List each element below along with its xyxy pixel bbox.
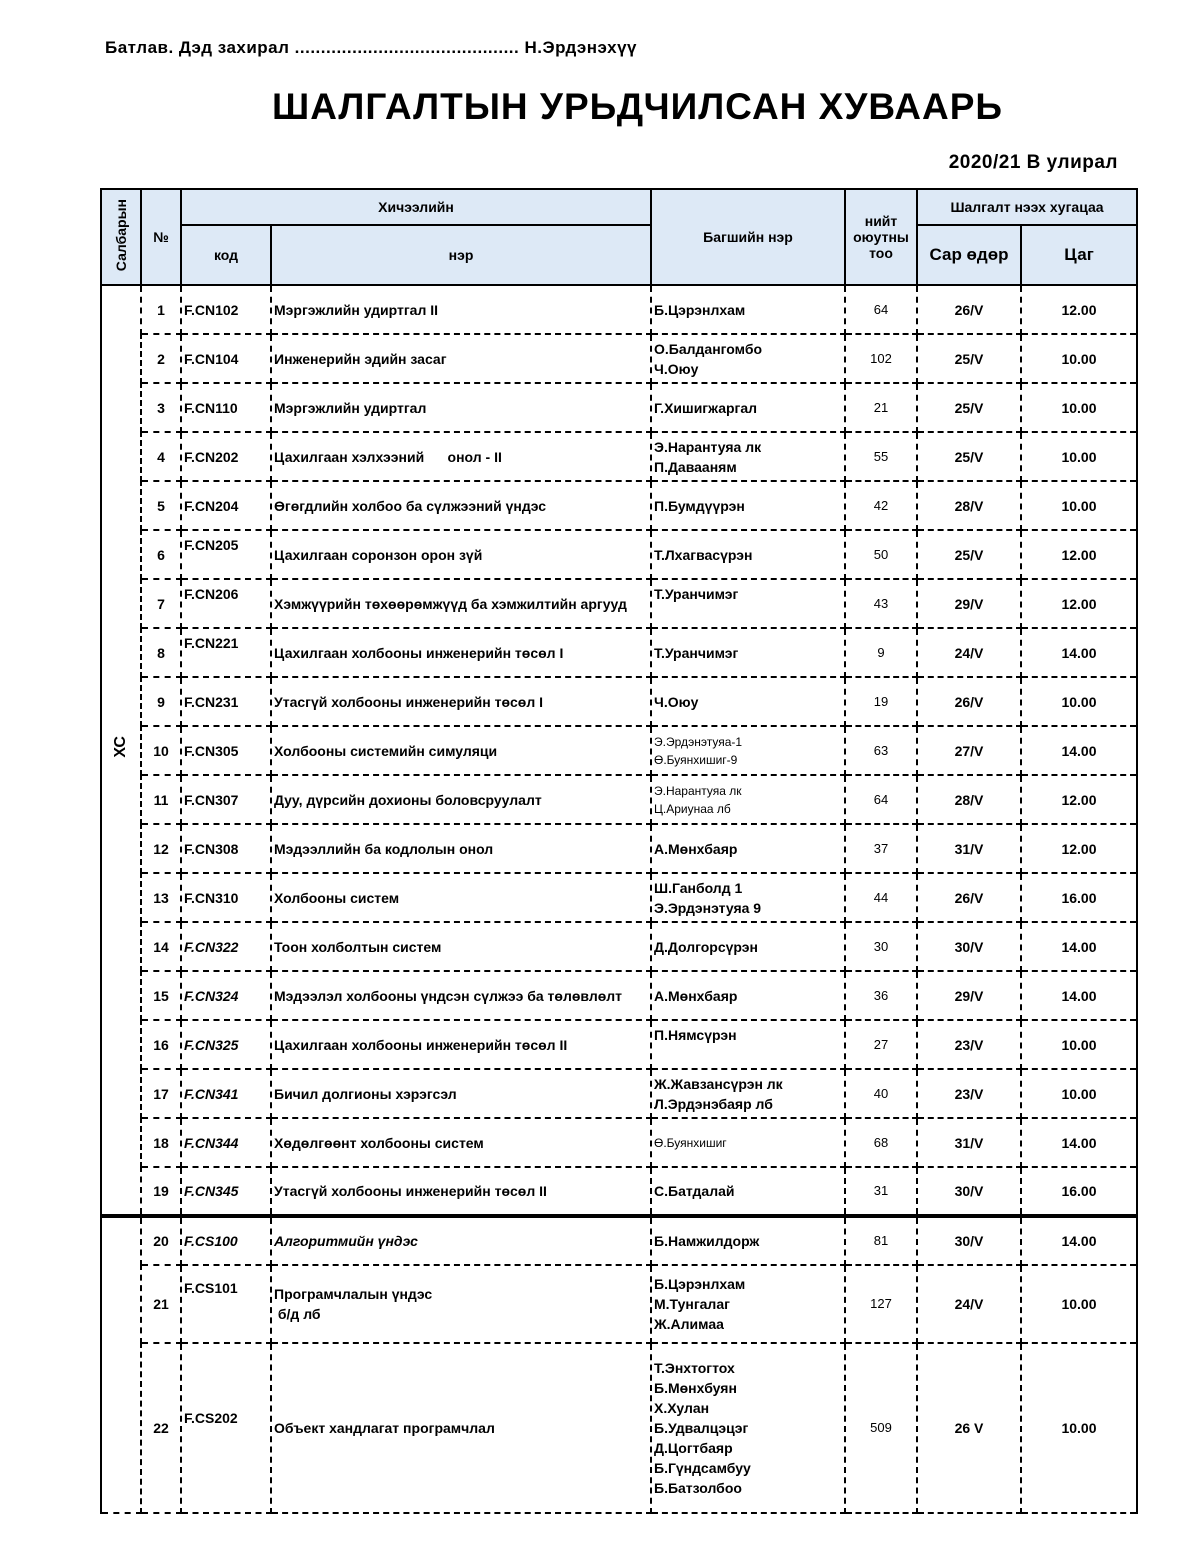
department-xc: ХС	[101, 285, 141, 1216]
table-row: 3 F.CN110 Мэргэжлийн удиртгал Г.Хишигжаргал 21 25/V 10.00	[101, 383, 1137, 432]
table-row: 10 F.CN305 Холбооны системийн симуляци Э.Эрдэнэтуяа-1 Ө.Буянхишиг-9 63 27/V 14.00	[101, 726, 1137, 775]
table-row: 12 F.CN308 Мэдээллийн ба кодлолын онол А.Мөнхбаяр 37 31/V 12.00	[101, 824, 1137, 873]
header-students: нийт оюутны тоо	[845, 189, 917, 285]
page-title: ШАЛГАЛТЫН УРЬДЧИЛСАН ХУВААРЬ	[272, 86, 1003, 127]
exam-schedule-table	[100, 188, 1138, 1514]
table-row: ХС 1 F.CN102 Мэргэжлийн удиртгал II Б.Цэрэнлхам 64 26/V 12.00	[101, 285, 1137, 334]
header-number: №	[141, 189, 181, 285]
table-row: 17 F.CN341 Бичил долгионы хэрэгсэл Ж.Жавзансүрэн лк Л.Эрдэнэбаяр лб 40 23/V 10.00	[101, 1069, 1137, 1118]
table-row: 6 F.CN205 Цахилгаан соронзон орон зүй Т.Лхагвасүрэн 50 25/V 12.00	[101, 530, 1137, 579]
header-date: Сар өдөр	[917, 225, 1021, 285]
header-exam-time: Шалгалт нээх хугацаа	[917, 189, 1137, 225]
department-cs	[101, 1216, 141, 1513]
table-row: 18 F.CN344 Хөдөлгөөнт холбооны систем Ө.Буянхишиг 68 31/V 14.00	[101, 1118, 1137, 1167]
table-row: 19 F.CN345 Утасгүй холбооны инженерийн төсөл II С.Батдалай 31 30/V 16.00	[101, 1167, 1137, 1216]
header-course: Хичээлийн	[181, 189, 651, 225]
header-name: нэр	[271, 225, 651, 285]
table-row: 8 F.CN221 Цахилгаан холбооны инженерийн төсөл I Т.Уранчимэг 9 24/V 14.00	[101, 628, 1137, 677]
header-time: Цаг	[1021, 225, 1137, 285]
approval-line: Батлав. Дэд захирал ........................................... Н.Эрдэнэхүү	[105, 38, 638, 57]
table-row: 9 F.CN231 Утасгүй холбооны инженерийн төсөл I Ч.Оюу 19 26/V 10.00	[101, 677, 1137, 726]
table-row: 21 F.CS101 Програмчлалын үндэс б/д лб Б.Цэрэнлхам М.Тунгалаг Ж.Алимаа 127 24/V 10.00	[101, 1265, 1137, 1343]
table-row: 16 F.CN325 Цахилгаан холбооны инженерийн төсөл II П.Нямсүрэн 27 23/V 10.00	[101, 1020, 1137, 1069]
table-row: 4 F.CN202 Цахилгаан хэлхээний онол - II Э.Нарантуяа лк П.Давааням 55 25/V 10.00	[101, 432, 1137, 481]
table-row: 11 F.CN307 Дуу, дүрсийн дохионы боловсруулалт Э.Нарантуяа лк Ц.Ариунаа лб 64 28/V 12.00	[101, 775, 1137, 824]
table-row: 2 F.CN104 Инженерийн эдийн засаг О.Балдангомбо Ч.Оюу 102 25/V 10.00	[101, 334, 1137, 383]
table-row: 5 F.CN204 Өгөгдлийн холбоо ба сүлжээний үндэс П.Бумдүүрэн 42 28/V 10.00	[101, 481, 1137, 530]
table-row: 7 F.CN206 Хэмжүүрийн төхөөрөмжүүд ба хэмжилтийн аргууд Т.Уранчимэг 43 29/V 12.00	[101, 579, 1137, 628]
header-department: Салбарын	[101, 189, 141, 285]
table-row: 15 F.CN324 Мэдээлэл холбооны үндсэн сүлжээ ба төлөвлөлт А.Мөнхбаяр 36 29/V 14.00	[101, 971, 1137, 1020]
table-row: 20 F.CS100 Алгоритмийн үндэс Б.Намжилдорж 81 30/V 14.00	[101, 1216, 1137, 1265]
semester-label: 2020/21 В улирал	[948, 152, 1118, 173]
header-code: код	[181, 225, 271, 285]
header-teacher: Багшийн нэр	[651, 189, 845, 285]
table-row: 14 F.CN322 Тоон холболтын систем Д.Долгорсүрэн 30 30/V 14.00	[101, 922, 1137, 971]
table-row: 22 F.CS202 Объект хандлагат програмчлал Т.Энхтогтох Б.Мөнхбуян Х.Хулан Б.Удвалцэцэг Д.Цогтбаяр Б.Гүндсамбуу Б.Батзолбоо 509 26 V 10.00	[101, 1343, 1137, 1513]
table-row: 13 F.CN310 Холбооны систем Ш.Ганболд 1 Э.Эрдэнэтуяа 9 44 26/V 16.00	[101, 873, 1137, 922]
